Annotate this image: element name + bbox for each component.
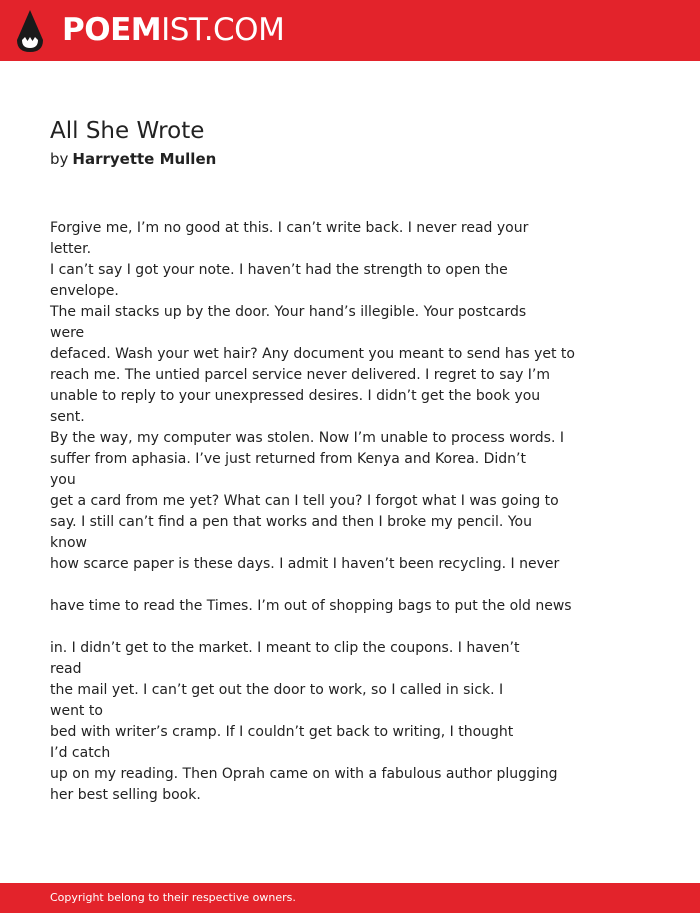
poem-line: you — [50, 472, 76, 488]
site-header — [0, 0, 700, 61]
poem-line: in. I didn’t get to the market. I meant to clip the coupons. I haven’t — [50, 640, 520, 656]
poem-line: know — [50, 535, 87, 551]
poem-line: reach me. The untied parcel service never delivered. I regret to say I’m — [50, 367, 551, 383]
poem-line: Forgive me, I’m no good at this. I can’t write back. I never read your — [50, 220, 529, 236]
poem-line — [50, 575, 570, 596]
poem-line: her best selling book. — [50, 787, 201, 803]
site-logo-text[interactable] — [62, 12, 284, 48]
poem-line: By the way, my computer was stolen. Now I’m unable to process words. I — [50, 430, 564, 446]
byline — [50, 148, 216, 170]
poem-body — [50, 218, 575, 806]
poem-line: went to — [50, 703, 103, 719]
poem-line: unable to reply to your unexpressed desires. I didn’t get the book you — [50, 388, 541, 404]
poem-title: All She Wrote — [50, 118, 205, 144]
logo-text-bold: POEM — [62, 12, 162, 48]
site-footer — [0, 883, 700, 913]
poem-line: suffer from aphasia. I’ve just returned from Kenya and Korea. Didn’t — [50, 451, 526, 467]
poem-line: bed with writer’s cramp. If I couldn’t get back to writing, I thought — [50, 724, 514, 740]
poem-line: read — [50, 661, 82, 677]
copyright-notice: Copyright belong to their respective owners. — [50, 891, 296, 904]
poem-line: get a card from me yet? What can I tell you? I forgot what I was going to — [50, 493, 559, 509]
pencil-tip-icon[interactable] — [17, 10, 43, 52]
poem-line: I’d catch — [50, 745, 111, 761]
poem-line: the mail yet. I can’t get out the door to work, so I called in sick. I — [50, 682, 504, 698]
poem-line: up on my reading. Then Oprah came on with a fabulous author plugging — [50, 766, 558, 782]
poem-line: how scarce paper is these days. I admit I haven’t been recycling. I never — [50, 556, 560, 572]
poem-line: say. I still can’t find a pen that works and then I broke my pencil. You — [50, 514, 532, 530]
author-name: Harryette Mullen — [72, 150, 217, 168]
poem-line: envelope. — [50, 283, 119, 299]
poem-line: were — [50, 325, 85, 341]
poem-line: The mail stacks up by the door. Your hand’s illegible. Your postcards — [50, 304, 527, 320]
poem-line: sent. — [50, 409, 85, 425]
byline-label: by — [50, 150, 69, 168]
poem-line — [50, 617, 570, 638]
poem-line: have time to read the Times. I’m out of shopping bags to put the old news — [50, 598, 572, 614]
logo-text-thin: IST.COM — [161, 12, 285, 48]
poem-line: letter. — [50, 241, 92, 257]
poem-line: defaced. Wash your wet hair? Any document you meant to send has yet to — [50, 346, 575, 362]
poem-line: I can’t say I got your note. I haven’t had the strength to open the — [50, 262, 508, 278]
